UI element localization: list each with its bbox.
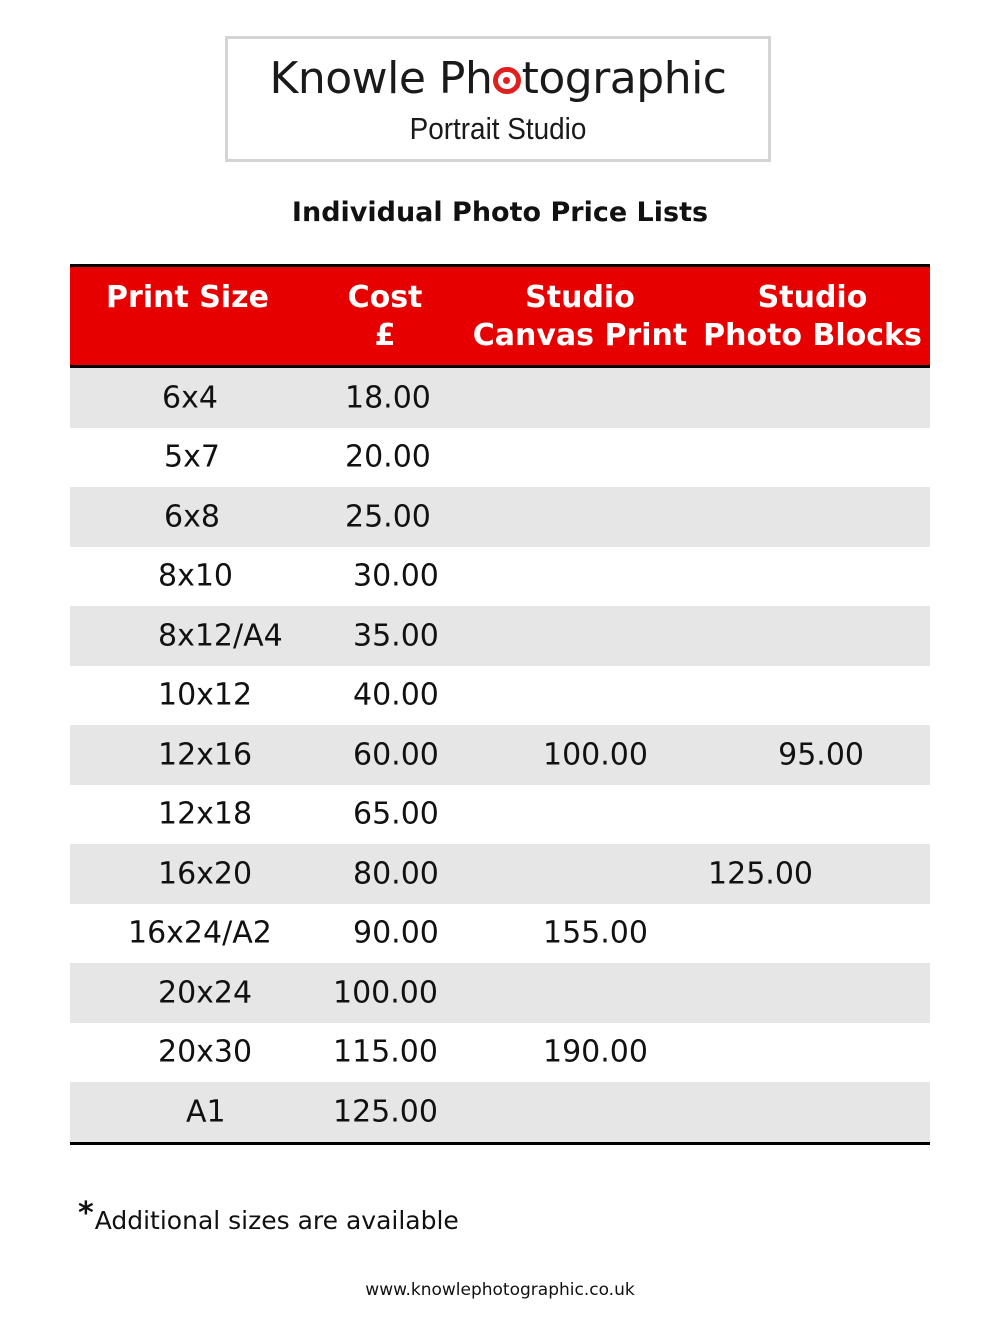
table-row bbox=[70, 368, 930, 428]
cell-canvas-print bbox=[465, 368, 695, 428]
cell-canvas-print bbox=[465, 963, 695, 1023]
cell-photo-blocks bbox=[695, 1023, 930, 1083]
column-header-photo-blocks bbox=[695, 267, 930, 365]
cell-print-size-value: 16x20 bbox=[158, 856, 253, 892]
availability-note bbox=[78, 1196, 459, 1235]
cell-print-size-value: 20x24 bbox=[158, 975, 253, 1011]
cell-print-size-value: 12x18 bbox=[158, 796, 253, 832]
cell-print-size-value: 8x12/A4 bbox=[158, 618, 283, 654]
asterisk: * bbox=[78, 1196, 94, 1231]
cell-photo-blocks bbox=[695, 725, 930, 785]
cell-cost bbox=[305, 844, 465, 904]
cell-print-size-value: 10x12 bbox=[158, 677, 253, 713]
table-row bbox=[70, 547, 930, 607]
cell-cost bbox=[305, 428, 465, 488]
cell-photo-blocks bbox=[695, 785, 930, 845]
cell-print-size bbox=[70, 725, 305, 785]
cell-print-size-value: A1 bbox=[186, 1094, 226, 1130]
cell-print-size bbox=[70, 606, 305, 666]
table-row bbox=[70, 428, 930, 488]
column-header-canvas-print bbox=[465, 267, 695, 365]
cell-print-size bbox=[70, 666, 305, 726]
cell-cost-value: 60.00 bbox=[353, 737, 439, 773]
cell-canvas-print-value: 190.00 bbox=[543, 1034, 648, 1070]
logo-title-part1: Knowle Ph bbox=[269, 53, 493, 104]
cell-print-size bbox=[70, 368, 305, 428]
table-row bbox=[70, 666, 930, 726]
cell-cost-value: 18.00 bbox=[345, 380, 431, 416]
cell-canvas-print bbox=[465, 547, 695, 607]
cell-cost-value: 100.00 bbox=[333, 975, 438, 1011]
cell-cost bbox=[305, 725, 465, 785]
column-header-print-size bbox=[70, 267, 305, 365]
column-header-line1: Studio bbox=[757, 280, 868, 315]
cell-cost bbox=[305, 963, 465, 1023]
column-header-cost bbox=[305, 267, 465, 365]
cell-canvas-print bbox=[465, 666, 695, 726]
cell-canvas-print bbox=[465, 1082, 695, 1142]
table-row bbox=[70, 1023, 930, 1083]
cell-cost-value: 115.00 bbox=[333, 1034, 438, 1070]
cell-photo-blocks bbox=[695, 1082, 930, 1142]
cell-cost bbox=[305, 904, 465, 964]
cell-cost-value: 25.00 bbox=[345, 499, 431, 535]
table-row bbox=[70, 725, 930, 785]
cell-print-size bbox=[70, 428, 305, 488]
table-row bbox=[70, 1082, 930, 1142]
column-header-line1: Print Size bbox=[106, 280, 269, 315]
cell-print-size-value: 6x4 bbox=[162, 380, 218, 416]
cell-cost bbox=[305, 1082, 465, 1142]
cell-cost bbox=[305, 666, 465, 726]
cell-cost bbox=[305, 606, 465, 666]
cell-photo-blocks bbox=[695, 904, 930, 964]
cell-cost-value: 40.00 bbox=[353, 677, 439, 713]
price-table bbox=[70, 264, 930, 1145]
cell-print-size bbox=[70, 1023, 305, 1083]
cell-photo-blocks bbox=[695, 547, 930, 607]
camera-lens-icon bbox=[493, 67, 520, 94]
note-text: Additional sizes are available bbox=[94, 1206, 459, 1235]
column-header-line2: £ bbox=[374, 318, 396, 353]
cell-cost bbox=[305, 785, 465, 845]
logo-title-part2: tographic bbox=[521, 53, 727, 104]
cell-canvas-print bbox=[465, 1023, 695, 1083]
cell-canvas-print bbox=[465, 725, 695, 785]
cell-print-size bbox=[70, 844, 305, 904]
cell-cost-value: 125.00 bbox=[333, 1094, 438, 1130]
cell-photo-blocks bbox=[695, 844, 930, 904]
cell-canvas-print-value: 100.00 bbox=[543, 737, 648, 773]
cell-print-size bbox=[70, 547, 305, 607]
column-header-line1: Studio bbox=[525, 280, 635, 315]
cell-photo-blocks bbox=[695, 666, 930, 726]
cell-canvas-print bbox=[465, 844, 695, 904]
cell-print-size-value: 6x8 bbox=[164, 499, 220, 535]
page-title: Individual Photo Price Lists bbox=[291, 197, 709, 228]
cell-photo-blocks bbox=[695, 963, 930, 1023]
cell-print-size-value: 20x30 bbox=[158, 1034, 253, 1070]
column-header-line1: Cost bbox=[347, 280, 423, 315]
table-body bbox=[70, 368, 930, 1145]
logo-subtitle: Portrait Studio bbox=[409, 111, 587, 146]
cell-canvas-print bbox=[465, 487, 695, 547]
cell-print-size bbox=[70, 1082, 305, 1142]
cell-photo-blocks bbox=[695, 428, 930, 488]
cell-print-size-value: 5x7 bbox=[164, 439, 220, 475]
cell-photo-blocks bbox=[695, 368, 930, 428]
cell-print-size-value: 16x24/A2 bbox=[128, 915, 272, 951]
cell-cost bbox=[305, 547, 465, 607]
cell-print-size bbox=[70, 487, 305, 547]
cell-print-size-value: 12x16 bbox=[158, 737, 253, 773]
cell-photo-blocks bbox=[695, 606, 930, 666]
cell-cost-value: 90.00 bbox=[353, 915, 439, 951]
column-header-line2: Photo Blocks bbox=[703, 318, 922, 353]
cell-photo-blocks-value: 95.00 bbox=[778, 737, 864, 773]
cell-cost-value: 80.00 bbox=[353, 856, 439, 892]
column-header-line2: Canvas Print bbox=[472, 318, 688, 353]
cell-print-size bbox=[70, 963, 305, 1023]
website-url[interactable]: www.knowlephotographic.co.uk bbox=[365, 1280, 635, 1300]
cell-cost-value: 30.00 bbox=[353, 558, 439, 594]
cell-canvas-print bbox=[465, 428, 695, 488]
table-header bbox=[70, 264, 930, 368]
logo-title bbox=[228, 53, 768, 104]
studio-logo bbox=[225, 36, 771, 162]
cell-canvas-print bbox=[465, 785, 695, 845]
cell-cost bbox=[305, 1023, 465, 1083]
table-row bbox=[70, 904, 930, 964]
cell-photo-blocks-value: 125.00 bbox=[708, 856, 813, 892]
cell-print-size bbox=[70, 904, 305, 964]
cell-cost-value: 65.00 bbox=[353, 796, 439, 832]
cell-cost-value: 20.00 bbox=[345, 439, 431, 475]
cell-photo-blocks bbox=[695, 487, 930, 547]
table-row bbox=[70, 963, 930, 1023]
cell-canvas-print bbox=[465, 904, 695, 964]
table-row bbox=[70, 785, 930, 845]
cell-cost-value: 35.00 bbox=[353, 618, 439, 654]
cell-print-size-value: 8x10 bbox=[158, 558, 234, 594]
cell-cost bbox=[305, 487, 465, 547]
cell-print-size bbox=[70, 785, 305, 845]
table-row bbox=[70, 487, 930, 547]
cell-cost bbox=[305, 368, 465, 428]
table-row bbox=[70, 606, 930, 666]
cell-canvas-print-value: 155.00 bbox=[543, 915, 648, 951]
cell-canvas-print bbox=[465, 606, 695, 666]
table-row bbox=[70, 844, 930, 904]
